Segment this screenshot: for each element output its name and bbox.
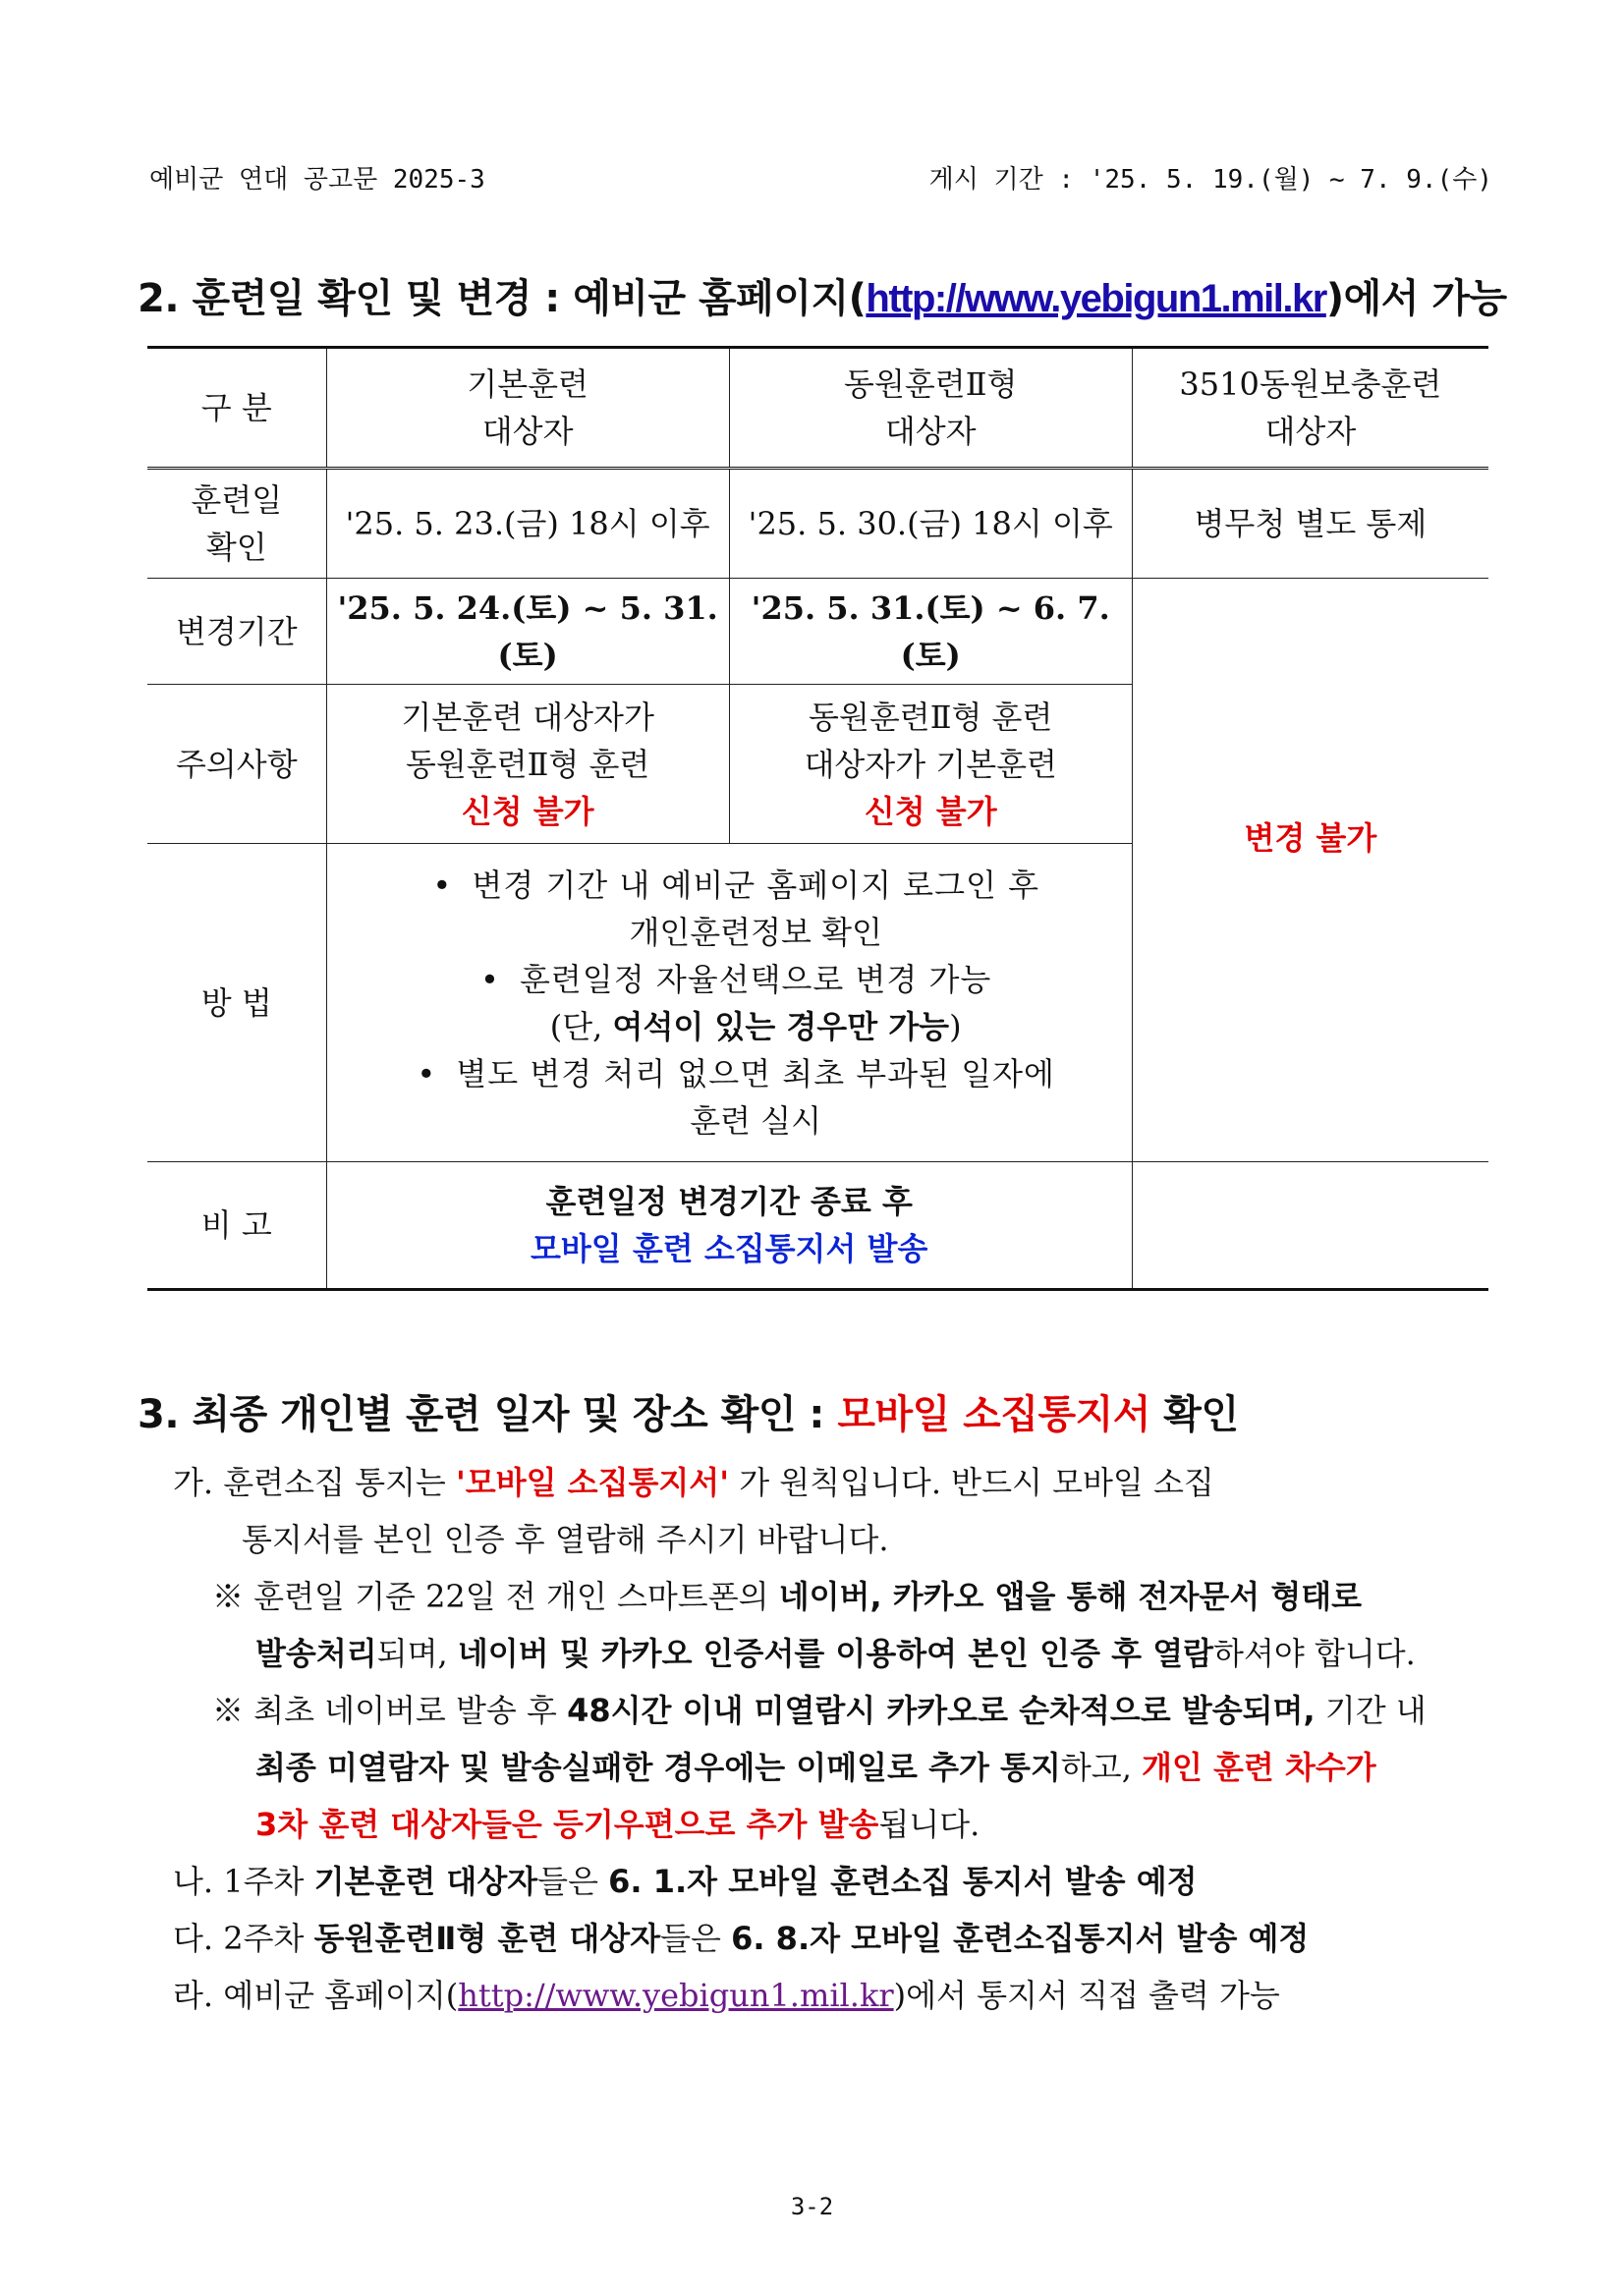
row-label-caution: 주의사항 (147, 685, 326, 844)
supplementary-no-change: 변경 불가 (1244, 819, 1377, 857)
row-label-method: 방 법 (147, 844, 326, 1162)
item-ra: 라. 예비군 홈페이지(http://www.yebigun1.mil.kr)에서 통지서 직접 출력 가능 (173, 1977, 1280, 2014)
note-2-cont: 최종 미열람자 및 발송실패한 경우에는 이메일로 추가 통지하고, 개인 훈련 차수가 (255, 1749, 1376, 1786)
check-mobilization: '25. 5. 30.(금) 18시 이후 (729, 469, 1132, 579)
row-label-change: 변경기간 (147, 579, 326, 685)
table-row-remark (147, 1162, 1488, 1290)
section3-title-highlight: 모바일 소집통지서 (837, 1392, 1150, 1437)
homepage-link[interactable]: http://www.yebigun1.mil.kr (458, 1977, 894, 2014)
supplementary-change-cell (1132, 579, 1488, 1162)
method-description: • 변경 기간 내 예비군 홈페이지 로그인 후 개인훈련정보 확인 • 훈련일정 자율선택으로 변경 가능 (단, 여석이 있는 경우만 가능) • 별도 변경 처리 없으면 최초 부과된 일자에 훈련 실시 (326, 844, 1132, 1162)
header-basic: 기본훈련 대상자 (326, 348, 729, 469)
header-supplementary: 3510동원보충훈련 대상자 (1132, 348, 1488, 469)
row-label-remark: 비 고 (147, 1162, 326, 1290)
section3-title: 3. 최종 개인별 훈련 일자 및 장소 확인 : 모바일 소집통지서 확인 (138, 1392, 1239, 1437)
row-label-check: 훈련일 확인 (147, 469, 326, 579)
note-2-cont2: 3차 훈련 대상자들은 등기우편으로 추가 발송됩니다. (255, 1806, 980, 1843)
section2-title-suffix: )에서 가능 (1325, 276, 1507, 321)
caution-mobilization-not-allowed: 신청 불가 (864, 792, 997, 830)
item-da: 다. 2주차 동원훈련Ⅱ형 훈련 대상자들은 6. 8.자 모바일 훈련소집통지서 발송 예정 (173, 1920, 1310, 1957)
header-posting-period: 게시 기간 : '25. 5. 19.(월) ~ 7. 9.(수) (928, 165, 1492, 195)
note-2: ※ 최초 네이버로 발송 후 48시간 이내 미열람시 카카오로 순차적으로 발송되며, 기간 내 (212, 1692, 1427, 1729)
table-header-row (147, 348, 1488, 469)
header-category: 구 분 (147, 348, 326, 469)
caution-basic: 기본훈련 대상자가 동원훈련Ⅱ형 훈련 신청 불가 (326, 685, 729, 844)
change-mobilization: '25. 5. 31.(토) ~ 6. 7.(토) (729, 579, 1132, 685)
training-schedule-table (147, 346, 1488, 1291)
table-row-check (147, 469, 1488, 579)
header-doc-number: 예비군 연대 공고문 2025-3 (149, 165, 485, 195)
check-supplementary: 병무청 별도 통제 (1132, 469, 1488, 579)
remark-supplementary (1132, 1162, 1488, 1290)
section2-title-prefix: 2. 훈련일 확인 및 변경 : 예비군 홈페이지( (138, 276, 867, 321)
note-1: ※ 훈련일 기준 22일 전 개인 스마트폰의 네이버, 카카오 앱을 통해 전자문서 형태로 (212, 1578, 1363, 1615)
section2-homepage-link[interactable]: http://www.yebigun1.mil.kr (866, 277, 1326, 320)
method-bullet-3: • 별도 변경 처리 없으면 최초 부과된 일자에 (417, 1054, 1055, 1092)
table-row-change (147, 579, 1488, 685)
item-ga-cont: 통지서를 본인 인증 후 열람해 주시기 바랍니다. (242, 1521, 889, 1558)
caution-basic-not-allowed: 신청 불가 (461, 792, 594, 830)
remark-mobile-notice: 모바일 훈련 소집통지서 발송 (530, 1230, 928, 1267)
method-bullet-1: • 변경 기간 내 예비군 홈페이지 로그인 후 (432, 866, 1039, 904)
section2-title (138, 267, 1507, 323)
check-basic: '25. 5. 23.(금) 18시 이후 (326, 469, 729, 579)
header-mobilization: 동원훈련Ⅱ형 대상자 (729, 348, 1132, 469)
method-bullet-2: • 훈련일정 자율선택으로 변경 가능 (480, 960, 992, 998)
item-na: 나. 1주차 기본훈련 대상자들은 6. 1.자 모바일 훈련소집 통지서 발송 예정 (173, 1863, 1198, 1900)
remark-description: 훈련일정 변경기간 종료 후 모바일 훈련 소집통지서 발송 (326, 1162, 1132, 1290)
section3-body (173, 1454, 1499, 2024)
change-basic: '25. 5. 24.(토) ~ 5. 31.(토) (326, 579, 729, 685)
page-number: 3-2 (790, 2193, 834, 2220)
item-ga: 가. 훈련소집 통지는 '모바일 소집통지서' 가 원칙입니다. 반드시 모바일 소집 (173, 1464, 1214, 1501)
note-1-cont: 발송처리되며, 네이버 및 카카오 인증서를 이용하여 본인 인증 후 열람하셔야 합니다. (255, 1635, 1416, 1672)
caution-mobilization: 동원훈련Ⅱ형 훈련 대상자가 기본훈련 신청 불가 (729, 685, 1132, 844)
